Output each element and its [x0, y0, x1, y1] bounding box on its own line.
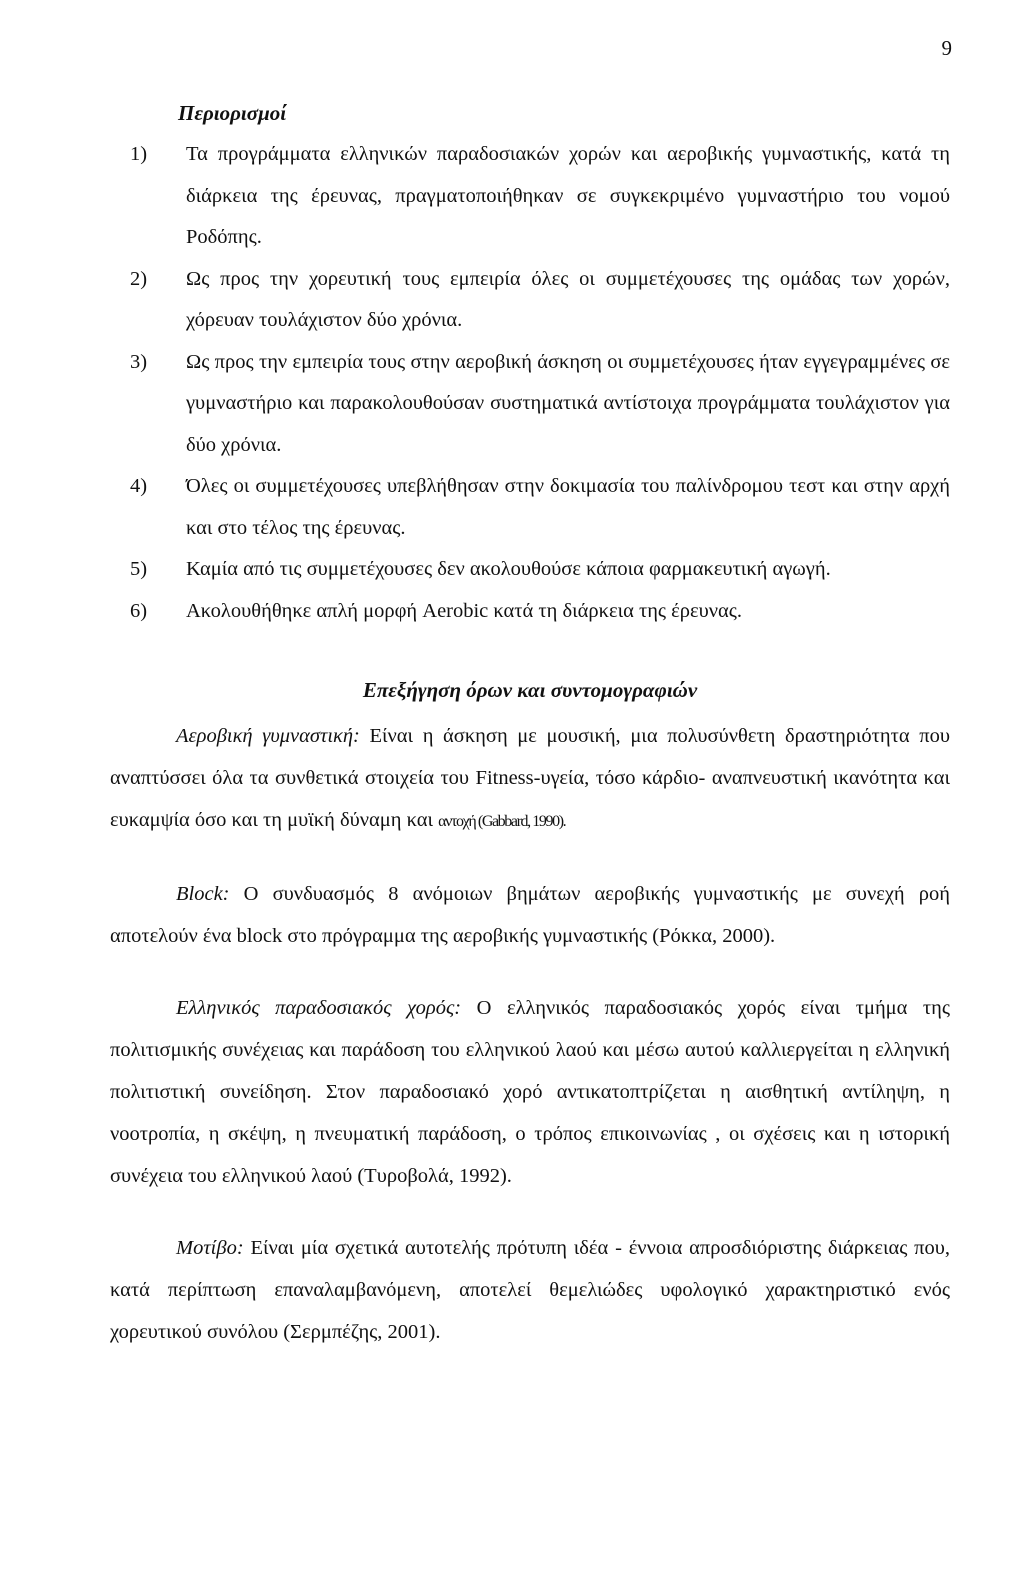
restriction-number: 6)	[130, 599, 148, 622]
restriction-number: 4)	[130, 475, 148, 497]
definition-motif	[110, 1227, 950, 1353]
restriction-text: Ακολουθήθηκε απλή μορφή Aerobic κατά τη διάρκεια της έρευνας.	[186, 599, 743, 622]
definition-greek-dance	[110, 987, 950, 1197]
restriction-number: 2)	[130, 267, 148, 290]
definition-citation: αντοχή (Gabbard, 1990).	[438, 813, 566, 830]
definition-text: Ο συνδυασμός 8 ανόμοιων βημάτων αεροβικής γυμναστικής με συνεχή ροή αποτελούν ένα block στο πρόγραμμα της αεροβικής γυμναστικής (Ρόκκα, 2000).	[110, 883, 950, 947]
restriction-item-4	[130, 466, 950, 549]
restriction-text: Ως προς την εμπειρία τους στην αεροβική άσκηση οι συμμετέχουσες ήταν εγγεγραμμένες σε γυμναστήριο και παρακολουθούσαν συστηματικά αντίστοιχα προγράμματα τουλάχιστον για δύο χρόνια.	[186, 350, 950, 456]
terms-title: Επεξήγηση όρων και συντομογραφιών	[362, 678, 698, 702]
restriction-item-3	[130, 342, 950, 467]
restriction-item-6	[130, 591, 950, 633]
term-label: Block:	[176, 883, 230, 905]
restriction-number: 3)	[130, 350, 148, 373]
restrictions-title: Περιορισμοί	[178, 101, 287, 125]
definition-aerobic	[110, 715, 950, 843]
restriction-text: Όλες οι συμμετέχουσες υπεβλήθησαν στην δοκιμασία του παλίνδρομου τεστ και στην αρχή και στο τέλος της έρευνας.	[186, 475, 950, 539]
page-number: 9	[941, 36, 952, 60]
term-label: Ελληνικός παραδοσιακός χορός:	[176, 997, 462, 1019]
restriction-item-2	[130, 259, 950, 342]
restriction-text: Τα προγράμματα ελληνικών παραδοσιακών χορών και αεροβικής γυμναστικής, κατά τη διάρκεια της έρευνας, πραγματοποιήθηκαν σε συγκεκριμένο γυμναστήριο του νομού Ροδόπης.	[186, 143, 950, 248]
restriction-item-1	[130, 134, 950, 259]
restriction-item-5	[130, 549, 950, 591]
restriction-number: 5)	[130, 558, 148, 580]
term-label: Αεροβική γυμναστική:	[176, 725, 360, 747]
definition-text: Είναι η άσκηση με μουσική, μια πολυσύνθετη δραστηριότητα που αναπτύσσει όλα τα συνθετικά στοιχεία του Fitness-υγεία, τόσο κάρδιο- αναπνευστική ικανότητα και ευκαμψία όσο και τη μυϊκή δύναμη και	[110, 725, 950, 831]
restriction-text: Καμία από τις συμμετέχουσες δεν ακολουθούσε κάποια φαρμακευτική αγωγή.	[186, 558, 831, 580]
definition-text: Ο ελληνικός παραδοσιακός χορός είναι τμήμα της πολιτισμικής συνέχειας και παράδοση του ελληνικού λαού και μέσω αυτού καλλιεργείται η ελληνική πολιτιστική συνείδηση. Στον παραδοσιακό χορό αντικατοπτρίζεται η αισθητική αντίληψη, η νοοτροπία, η σκέψη, η πνευματική παράδοση, ο τρόπος επικοινωνίας , οι σχέσεις και η ιστορική συνέχεια του ελληνικού λαού (Τυροβολά, 1992).	[110, 997, 951, 1187]
restrictions-list	[110, 134, 950, 632]
definition-block	[110, 873, 950, 957]
term-label: Μοτίβο:	[176, 1237, 244, 1259]
definition-text: Είναι μία σχετικά αυτοτελής πρότυπη ιδέα - έννοια απροσδιόριστης διάρκειας που, κατά περίπτωση επαναλαμβανόμενη, αποτελεί θεμελιώδες υφολογικό χαρακτηριστικό ενός χορευτικού συνόλου (Σερμπέζης, 2001).	[110, 1237, 950, 1343]
page-content	[110, 98, 950, 1353]
restriction-text: Ως προς την χορευτική τους εμπειρία όλες οι συμμετέχουσες της ομάδας των χορών, χόρευαν τουλάχιστον δύο χρόνια.	[186, 267, 950, 331]
restriction-number: 1)	[130, 143, 148, 165]
